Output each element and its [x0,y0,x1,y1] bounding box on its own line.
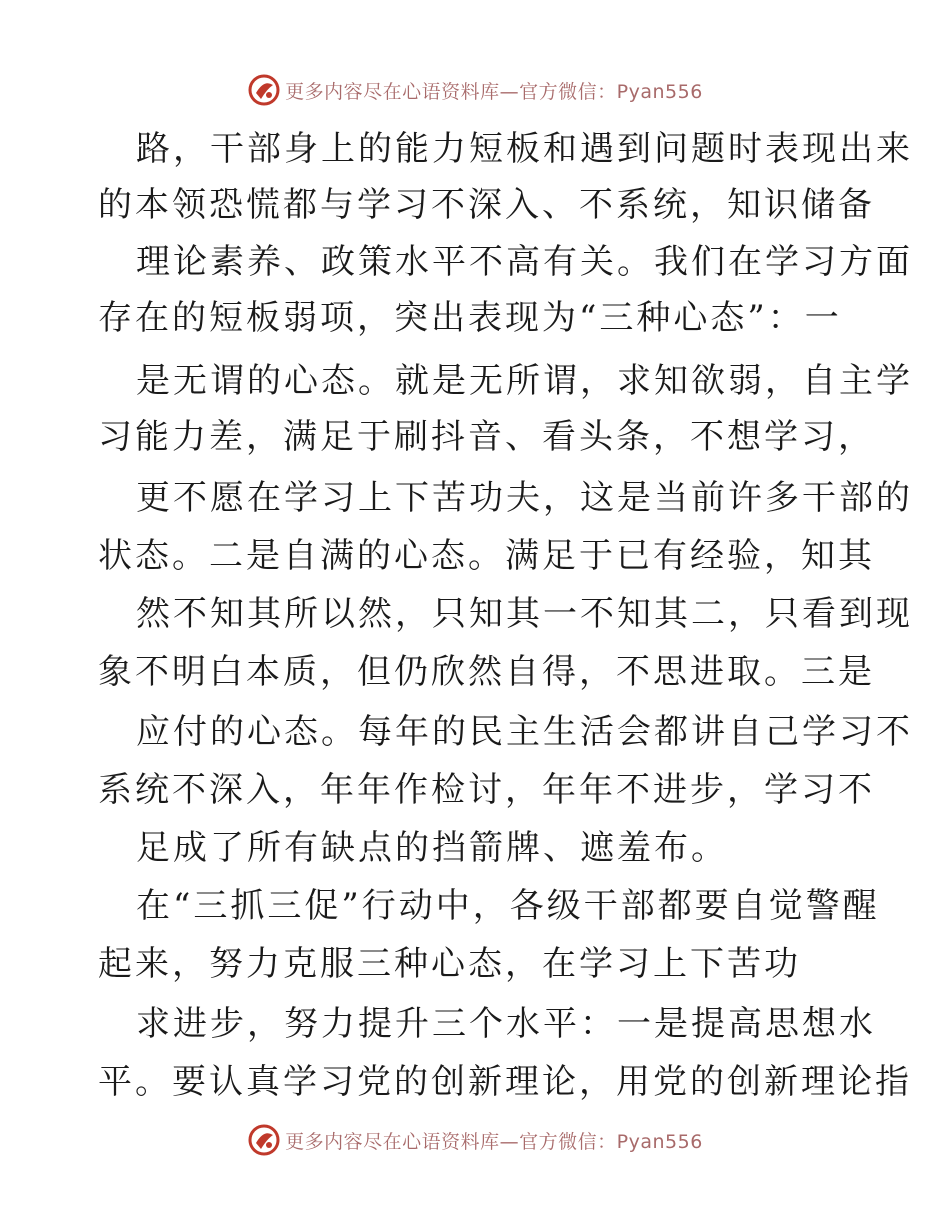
body-line: 求进步，努力提升三个水平：一是提高思想水 [136,1004,876,1044]
footer-banner [0,1120,950,1160]
seal-logo-icon [247,1123,281,1157]
body-line: 应付的心态。每年的民主生活会都讲自己学习不 [136,712,913,752]
footer-banner-text: 更多内容尽在心语资料库—官方微信：Pyan556 [285,1130,703,1153]
body-line: 习能力差，满足于刷抖音、看头条，不想学习， [98,417,875,457]
body-line: 起来，努力克服三种心态，在学习上下苦功 [98,944,801,984]
body-line: 然不知其所以然，只知其一不知其二，只看到现 [136,594,913,634]
body-line: 足成了所有缺点的挡箭牌、遮羞布。 [136,828,728,868]
body-line: 象不明白本质，但仍欣然自得，不思进取。三是 [98,652,875,692]
body-line: 状态。二是自满的心态。满足于已有经验，知其 [98,536,875,576]
body-line: 理论素养、政策水平不高有关。我们在学习方面 [136,242,913,282]
body-line: 是无谓的心态。就是无所谓，求知欲弱，自主学 [136,361,913,401]
body-line: 的本领恐慌都与学习不深入、不系统，知识储备 [98,185,875,225]
body-line: 存在的短板弱项，突出表现为“三种心态”：一 [98,298,842,338]
body-line: 系统不深入，年年作检讨，年年不进步，学习不 [98,770,875,810]
body-line: 路，干部身上的能力短板和遇到问题时表现出来 [136,129,913,169]
header-banner [0,70,950,110]
body-line: 平。要认真学习党的创新理论，用党的创新理论指 [98,1062,912,1102]
seal-logo-icon [247,73,281,107]
body-line: 在“三抓三促”行动中，各级干部都要自觉警醒 [136,886,880,926]
body-line: 更不愿在学习上下苦功夫，这是当前许多干部的 [136,478,913,518]
header-banner-text: 更多内容尽在心语资料库—官方微信：Pyan556 [285,80,703,103]
